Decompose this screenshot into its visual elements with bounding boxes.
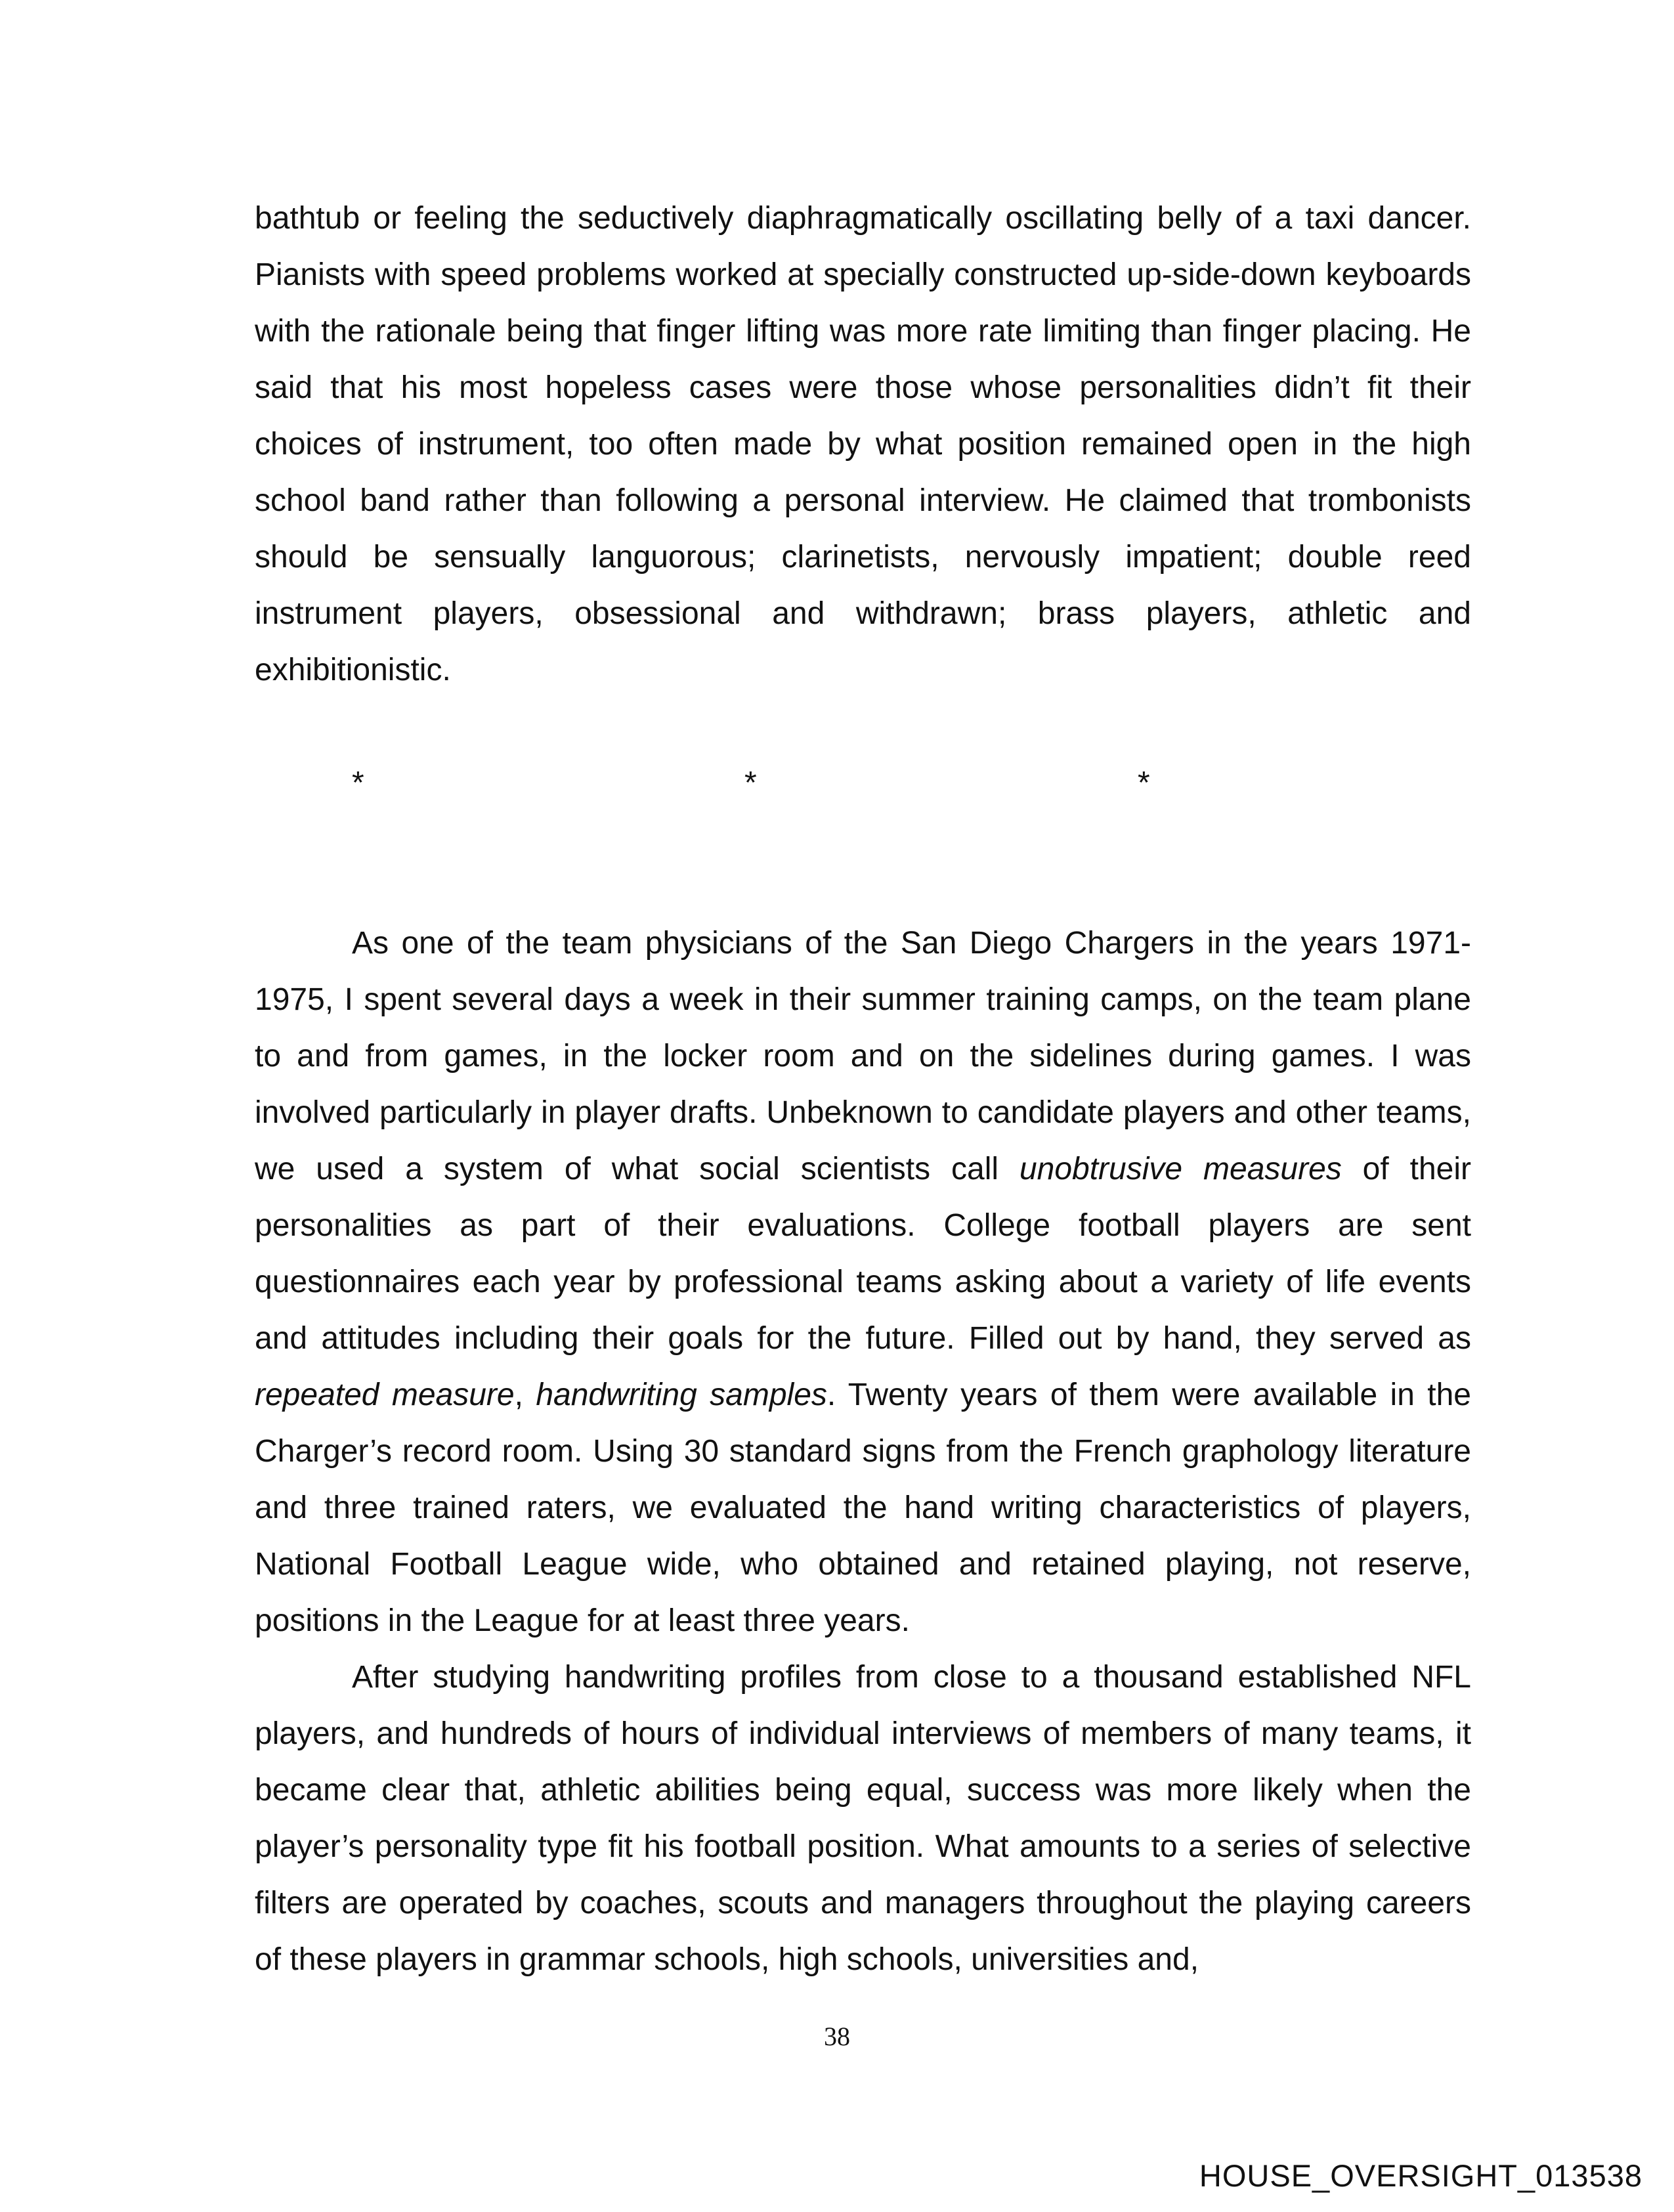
page-body bbox=[255, 190, 1471, 1988]
text-run: As one of the team physicians of the San Diego Chargers in the years 1971-1975, I spent several days a week in their summer training camps, on the team plane to and from games, in the locker room and on the sidelines during games. I was involved particularly in player drafts. Unbeknown to candidate players and other teams, we used a system of what social scientists call bbox=[255, 926, 1471, 1186]
separator-asterisk: * bbox=[352, 766, 364, 800]
italic-term: repeated measure bbox=[255, 1377, 515, 1412]
page-number: 38 bbox=[824, 2022, 850, 2051]
italic-term: handwriting samples bbox=[536, 1377, 827, 1412]
paragraph-chargers-handwriting bbox=[255, 915, 1471, 1649]
text-run: . Twenty years of them were available in the Charger’s record room. Using 30 standard signs from the French graphology literature and three trained raters, we evaluated the hand writing characteristics of players, National Football League wide, who obtained and retained playing, not reserve, positions in the League for at least three years. bbox=[255, 1377, 1472, 1638]
separator-asterisk: * bbox=[1138, 766, 1150, 800]
paragraph-instrument-personalities: bathtub or feeling the seductively diaphragmatically oscillating belly of a taxi dancer. Pianists with speed problems worked at specially constructed up-side-down keyboards with the rationale being that finger lifting was more rate limiting than finger placing. He said that his most hopeless cases were those whose personalities didn’t fit their choices of instrument, too often made by what position remained open in the high school band rather than following a personal interview. He claimed that trombonists should be sensually languorous; clarinetists, nervously impatient; double reed instrument players, obsessional and withdrawn; brass players, athletic and exhibitionistic. bbox=[255, 201, 1471, 687]
section-separator bbox=[255, 699, 1471, 915]
text-run: , bbox=[514, 1377, 536, 1412]
text-run: of their personalities as part of their evaluations. College football players are sent questionnaires each year by professional teams asking about a variety of life events and attitudes including their goals for the future. Filled out by hand, they served as bbox=[255, 1152, 1471, 1356]
bates-stamp: HOUSE_OVERSIGHT_013538 bbox=[1199, 2158, 1642, 2193]
separator-asterisk: * bbox=[744, 766, 757, 800]
italic-term: unobtrusive measures bbox=[1019, 1152, 1342, 1186]
paragraph-nfl-profiles: After studying handwriting profiles from close to a thousand established NFL players, and hundreds of hours of individual interviews of members of many teams, it became clear that, athletic abilities being equal, success was more likely when the player’s personality type fit his football position. What amounts to a series of selective filters are operated by coaches, scouts and managers throughout the playing careers of these players in grammar schools, high schools, universities and, bbox=[255, 1660, 1471, 1977]
